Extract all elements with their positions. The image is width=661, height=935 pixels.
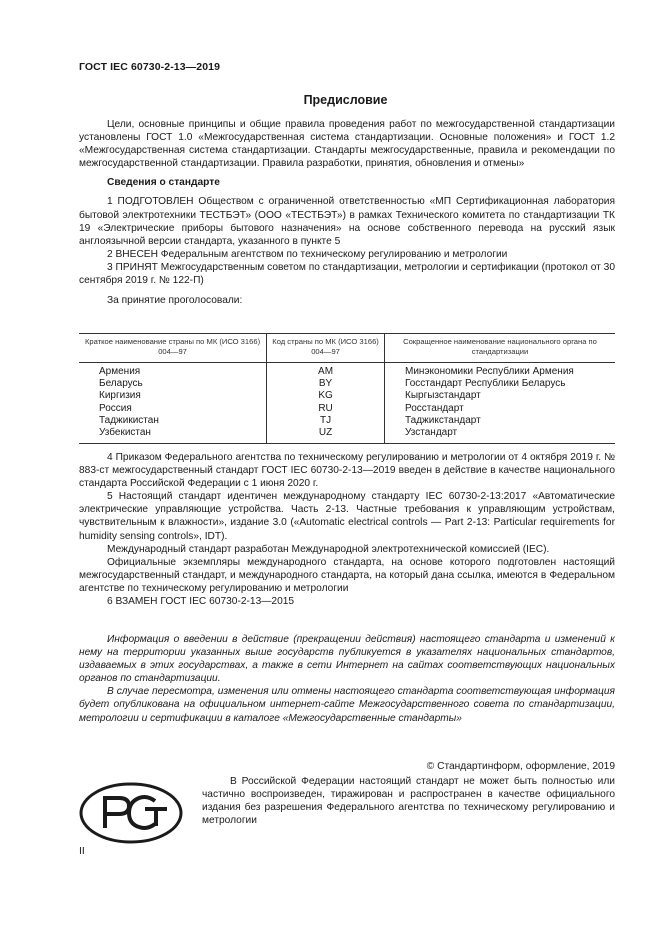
- iec-note: Международный стандарт разработан Международной электротехнической комиссией (IEC).: [107, 543, 550, 555]
- code-cell: AM: [267, 363, 385, 379]
- column-header-country: Краткое наименование страны по МК (ИСО 3166) 004—97: [79, 334, 267, 363]
- item-5: 5 Настоящий стандарт идентичен международному стандарту IEC 60730-2-13:2017 «Автоматические электрические управляющие устройства. Часть 2-13. Частные требования к управляющим устройствам, чувствительным к влажности», издание 3.0 («Automatic electrical controls — Part 2-13: Particular requirements for humidity sensing controls», IDT).: [79, 491, 615, 542]
- copyright-line: © Стандартинформ, оформление, 2019: [426, 761, 615, 772]
- table-row: [79, 415, 615, 427]
- code-cell: BY: [267, 378, 385, 390]
- reproduction-rights-block: [202, 775, 615, 827]
- item-1: 1 ПОДГОТОВЛЕН Обществом с ограниченной ответственностью «МП Сертификационная лаборатория бытовой электротехники ТЕСТБЭТ» (ООО «ТЕСТБЭТ») в рамках Технического комитета по стандартизации ТК 19 «Электрические приборы бытового назначения» на основе собственного перевода на русский язык англоязычной версии стандарта, указанного в пункте 5: [79, 196, 615, 247]
- item-3: 3 ПРИНЯТ Межгосударственным советом по стандартизации, метрологии и сертификации (протокол от 30 сентября 2019 г. № 122-П): [79, 261, 615, 287]
- intro-block: [79, 118, 615, 307]
- table-row: [79, 403, 615, 415]
- voting-table: [79, 333, 615, 444]
- page-number: II: [79, 845, 85, 857]
- country-cell: Россия: [99, 402, 132, 414]
- table-header-row: [79, 334, 615, 363]
- table-row: [79, 390, 615, 402]
- notice-paragraph: В случае пересмотра, изменения или отмены настоящего стандарта соответствующая информация будет опубликована на официальном интернет-сайте Межгосударственного совета по стандартизации, метрологии и сертификации в каталоге «Межгосударственные стандарты»: [79, 686, 615, 724]
- body-cell: Минэкономики Республики Армения: [385, 363, 616, 379]
- item-4: 4 Приказом Федерального агентства по техническому регулированию и метрологии от 4 октября 2019 г. № 883-ст межгосударственный стандарт ГОСТ IEC 60730-2-13—2019 введен в действие в качестве национального стандарта Российской Федерации с 1 июня 2020 г.: [79, 452, 615, 490]
- code-cell: TJ: [267, 415, 385, 427]
- official-copies-note: Официальные экземпляры международного стандарта, на основе которого подготовлен настоящий межгосударственный стандарт, и международного стандарта, на который дана ссылка, имеются в Федеральном агентстве по техническому регулированию и метрологии: [79, 556, 615, 594]
- items-bottom-block: [79, 451, 615, 608]
- body-cell: Узстандарт: [385, 427, 616, 444]
- body-cell: Таджикстандарт: [385, 415, 616, 427]
- code-cell: UZ: [267, 427, 385, 444]
- column-header-body: Сокращенное наименование национального органа по стандартизации: [385, 334, 616, 363]
- table-row: [79, 378, 615, 390]
- rst-certification-mark-icon: [79, 782, 183, 844]
- body-cell: Кыргызстандарт: [385, 390, 616, 402]
- document-designation: ГОСТ IEC 60730-2-13—2019: [79, 61, 221, 73]
- notice-paragraph: Информация о введении в действие (прекращении действия) настоящего стандарта и изменений к нему на территории указанных выше государств публикуется в указателях национальных стандартов, издаваемых в этих государствах, а также в сети Интернет на сайтах соответствующих национальных органов по стандартизации.: [79, 634, 615, 685]
- body-cell: Росстандарт: [385, 403, 616, 415]
- table-row: [79, 363, 615, 379]
- country-cell: Беларусь: [99, 378, 143, 390]
- page-title: Предисловие: [303, 93, 388, 107]
- country-cell: Таджикистан: [99, 414, 159, 426]
- intro-paragraph: Цели, основные принципы и общие правила проведения работ по межгосударственной стандартизации установлены ГОСТ 1.0 «Межгосударственная система стандартизации. Основные положения» и ГОСТ 1.2 «Межгосударственная система стандартизации. Стандарты межгосударственные, правила и рекомендации по межгосударственной стандартизации. Правила разработки, принятия, обновления и отмены»: [79, 119, 615, 170]
- code-cell: KG: [267, 390, 385, 402]
- item-2: 2 ВНЕСЕН Федеральным агентством по техническому регулированию и метрологии: [107, 248, 508, 260]
- notice-block: [79, 633, 615, 725]
- country-cell: Киргизия: [99, 390, 141, 402]
- item-6: 6 ВЗАМЕН ГОСТ IEC 60730-2-13—2015: [107, 596, 295, 608]
- country-cell: Армения: [99, 366, 141, 377]
- table-row: [79, 427, 615, 444]
- voted-label: За принятие проголосовали:: [107, 295, 243, 307]
- info-heading: Сведения о стандарте: [107, 177, 220, 189]
- reproduction-rights-text: В Российской Федерации настоящий стандарт не может быть полностью или частично воспроизведен, тиражирован и распространен в качестве официального издания без разрешения Федерального агентства по техническому регулированию и метрологии: [202, 776, 615, 827]
- column-header-code: Код страны по МК (ИСО 3166) 004—97: [267, 334, 385, 363]
- code-cell: RU: [267, 403, 385, 415]
- country-cell: Узбекистан: [79, 427, 267, 444]
- body-cell: Госстандарт Республики Беларусь: [385, 378, 616, 390]
